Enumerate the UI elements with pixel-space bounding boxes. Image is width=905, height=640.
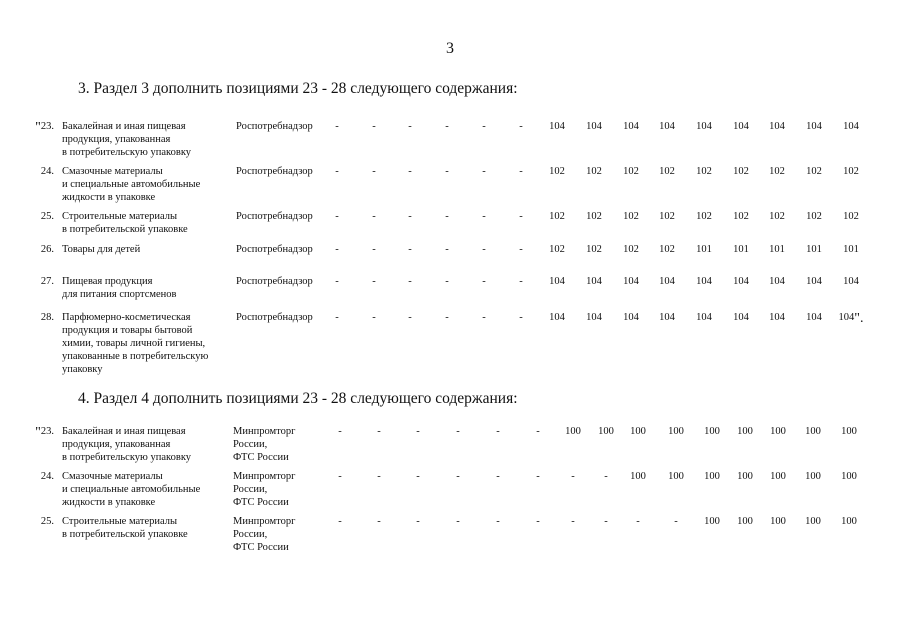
- value-cell: 102: [806, 211, 822, 222]
- value-cell: 102: [696, 166, 712, 177]
- value-cell: 101: [843, 244, 859, 255]
- value-cell: -: [519, 166, 523, 177]
- row-number-text: 25.: [40, 211, 54, 222]
- value-cell: 104: [623, 121, 639, 132]
- value-cell: 102: [549, 211, 565, 222]
- value-cell: 102: [549, 244, 565, 255]
- value-cell: 104: [769, 312, 785, 323]
- value-cell: 104: [659, 276, 675, 287]
- value-cell: -: [416, 516, 420, 527]
- value-cell: -: [372, 211, 376, 222]
- value-cell: -: [372, 166, 376, 177]
- value-cell: -: [519, 312, 523, 323]
- value-cell: 100: [805, 516, 821, 527]
- value-cell: 104: [806, 121, 822, 132]
- value-cell: 100: [630, 471, 646, 482]
- value-cell: 102: [843, 166, 859, 177]
- row-number: [14, 470, 54, 483]
- value-cell: 100: [565, 426, 581, 437]
- value-cell: -: [338, 516, 342, 527]
- agency-name: Роспотребнадзор: [236, 166, 313, 177]
- value-cell: 104: [549, 276, 565, 287]
- value-cell: -: [456, 516, 460, 527]
- value-cell: 102: [586, 211, 602, 222]
- agency-name: Роспотребнадзор: [236, 276, 313, 287]
- value-cell: -: [674, 516, 678, 527]
- value-cell: 104: [733, 312, 749, 323]
- value-cell: -: [335, 276, 339, 287]
- section-3-heading: 3. Раздел 3 дополнить позициями 23 - 28 следующего содержания:: [78, 80, 518, 97]
- value-cell: -: [335, 244, 339, 255]
- value-cell: 102: [806, 166, 822, 177]
- value-cell: 102: [843, 211, 859, 222]
- agency-name: Роспотребнадзор: [236, 312, 313, 323]
- value-cell: 101: [696, 244, 712, 255]
- value-cell: 102: [623, 244, 639, 255]
- value-cell: 104: [586, 276, 602, 287]
- value-cell: 100: [630, 426, 646, 437]
- value-cell: -: [338, 471, 342, 482]
- agency-name: Роспотребнадзор: [236, 121, 313, 132]
- value-cell: 100: [737, 426, 753, 437]
- value-cell: -: [335, 211, 339, 222]
- value-cell: 102: [769, 166, 785, 177]
- row-number: [14, 120, 54, 133]
- value-cell: 102: [549, 166, 565, 177]
- opening-quote: ": [35, 425, 41, 440]
- value-cell: -: [372, 244, 376, 255]
- row-number-text: 26.: [40, 244, 54, 255]
- value-cell: 100: [841, 426, 857, 437]
- row-number: [14, 515, 54, 528]
- value-cell: -: [482, 211, 486, 222]
- value-cell: 102: [696, 211, 712, 222]
- value-cell: 104: [623, 312, 639, 323]
- value-cell: 100: [704, 516, 720, 527]
- value-cell: 102: [659, 244, 675, 255]
- value-cell: -: [482, 121, 486, 132]
- value-cell: 104: [843, 276, 859, 287]
- value-cell: 100: [704, 471, 720, 482]
- value-cell: -: [377, 516, 381, 527]
- value-cell: -: [445, 121, 449, 132]
- value-cell: 104: [696, 276, 712, 287]
- value-cell: 100: [841, 516, 857, 527]
- value-cell: 104: [769, 121, 785, 132]
- value-cell: -: [571, 471, 575, 482]
- agency-name: Роспотребнадзор: [236, 244, 313, 255]
- value-cell: -: [408, 121, 412, 132]
- product-name: Бакалейная и иная пищевая продукция, упакованная в потребительскую упаковку: [62, 426, 192, 463]
- value-cell: 101: [769, 244, 785, 255]
- value-cell: 104: [586, 312, 602, 323]
- product-name: Строительные материалы в потребительской упаковке: [62, 516, 188, 540]
- page-number: 3: [446, 40, 454, 57]
- value-cell: 104".: [838, 311, 864, 326]
- value-cell: 104: [733, 276, 749, 287]
- value-cell: 100: [770, 426, 786, 437]
- agency-name: Минпромторг России, ФТС России: [233, 471, 296, 508]
- value-cell: 100: [668, 426, 684, 437]
- value-cell: -: [338, 426, 342, 437]
- row-number-text: 23.: [40, 426, 54, 437]
- value-cell: 100: [805, 471, 821, 482]
- value-cell: 102: [659, 211, 675, 222]
- agency-name: Минпромторг России, ФТС России: [233, 426, 296, 463]
- value-cell: -: [408, 166, 412, 177]
- row-number-text: 24.: [40, 166, 54, 177]
- value-cell: 104: [659, 121, 675, 132]
- value-cell: -: [335, 166, 339, 177]
- value-cell: 101: [733, 244, 749, 255]
- value-cell: 100: [805, 426, 821, 437]
- value-cell: -: [408, 312, 412, 323]
- row-number: [14, 311, 54, 324]
- product-name: Пищевая продукция для питания спортсменов: [62, 276, 177, 300]
- value-cell: -: [445, 312, 449, 323]
- value-cell: -: [519, 211, 523, 222]
- value-cell: 104: [659, 312, 675, 323]
- row-number: [14, 165, 54, 178]
- value-cell: -: [445, 166, 449, 177]
- value-cell: 104: [549, 312, 565, 323]
- value-cell: 102: [769, 211, 785, 222]
- value-cell: -: [496, 516, 500, 527]
- value-cell: -: [519, 244, 523, 255]
- value-cell: -: [372, 312, 376, 323]
- value-cell: 104: [843, 121, 859, 132]
- row-number: [14, 210, 54, 223]
- value-cell: -: [604, 471, 608, 482]
- value-cell: -: [604, 516, 608, 527]
- value-cell: 104: [806, 276, 822, 287]
- value-cell: 102: [586, 166, 602, 177]
- value-cell: -: [571, 516, 575, 527]
- value-cell: -: [372, 276, 376, 287]
- row-number-text: 27.: [40, 276, 54, 287]
- product-name: Смазочные материалы и специальные автомобильные жидкости в упаковке: [62, 166, 201, 203]
- product-name: Смазочные материалы и специальные автомобильные жидкости в упаковке: [62, 471, 201, 508]
- product-name: Парфюмерно-косметическая продукция и товары бытовой химии, товары личной гигиены, упакованные в потребительскую упаковку: [62, 312, 209, 375]
- value-cell: 102: [733, 166, 749, 177]
- value-cell: -: [519, 121, 523, 132]
- value-cell: 104: [806, 312, 822, 323]
- row-number-text: 23.: [40, 121, 54, 132]
- value-cell: 102: [733, 211, 749, 222]
- value-cell: -: [482, 312, 486, 323]
- value-cell: -: [408, 211, 412, 222]
- row-number-text: 28.: [40, 312, 54, 323]
- value-cell: -: [482, 276, 486, 287]
- value-cell: 100: [841, 471, 857, 482]
- section-4-heading: 4. Раздел 4 дополнить позициями 23 - 28 следующего содержания:: [78, 390, 518, 407]
- value-cell: 104: [733, 121, 749, 132]
- value-cell: 100: [737, 471, 753, 482]
- value-cell: -: [536, 516, 540, 527]
- value-cell: 100: [668, 471, 684, 482]
- value-cell: -: [408, 244, 412, 255]
- value-cell: 104: [623, 276, 639, 287]
- value-cell: -: [456, 426, 460, 437]
- value-cell: 101: [806, 244, 822, 255]
- product-name: Товары для детей: [62, 244, 141, 255]
- value-cell: 102: [659, 166, 675, 177]
- value-cell: 104: [696, 312, 712, 323]
- value-cell: 100: [737, 516, 753, 527]
- value-cell: -: [377, 471, 381, 482]
- value-cell: 100: [704, 426, 720, 437]
- row-number-text: 25.: [40, 516, 54, 527]
- value-cell: -: [636, 516, 640, 527]
- value-cell: 104: [696, 121, 712, 132]
- value-cell: -: [496, 471, 500, 482]
- product-name: Бакалейная и иная пищевая продукция, упакованная в потребительскую упаковку: [62, 121, 192, 158]
- product-name: Строительные материалы в потребительской упаковке: [62, 211, 188, 235]
- value-cell: -: [445, 276, 449, 287]
- value-cell: -: [482, 244, 486, 255]
- value-cell: -: [416, 471, 420, 482]
- agency-name: Роспотребнадзор: [236, 211, 313, 222]
- row-number: [14, 243, 54, 256]
- value-cell: 104: [549, 121, 565, 132]
- value-cell: 100: [770, 516, 786, 527]
- value-cell: -: [519, 276, 523, 287]
- value-cell: 102: [623, 166, 639, 177]
- row-number: [14, 425, 54, 438]
- value-cell: -: [335, 312, 339, 323]
- value-cell: 100: [770, 471, 786, 482]
- value-cell: -: [416, 426, 420, 437]
- value-cell: -: [335, 121, 339, 132]
- value-cell: 102: [586, 244, 602, 255]
- value-cell: 100: [598, 426, 614, 437]
- value-cell: 104: [769, 276, 785, 287]
- value-cell: -: [372, 121, 376, 132]
- row-number: [14, 275, 54, 288]
- value-cell: 104: [586, 121, 602, 132]
- value-cell: -: [456, 471, 460, 482]
- value-cell: -: [377, 426, 381, 437]
- row-number-text: 24.: [40, 471, 54, 482]
- opening-quote: ": [35, 120, 41, 135]
- value-cell: -: [445, 244, 449, 255]
- value-cell: -: [536, 471, 540, 482]
- value-cell: -: [536, 426, 540, 437]
- value-cell: 102: [623, 211, 639, 222]
- value-cell: -: [482, 166, 486, 177]
- value-cell: -: [445, 211, 449, 222]
- agency-name: Минпромторг России, ФТС России: [233, 516, 296, 553]
- value-cell: -: [408, 276, 412, 287]
- value-cell: -: [496, 426, 500, 437]
- closing-quote: ".: [854, 311, 864, 326]
